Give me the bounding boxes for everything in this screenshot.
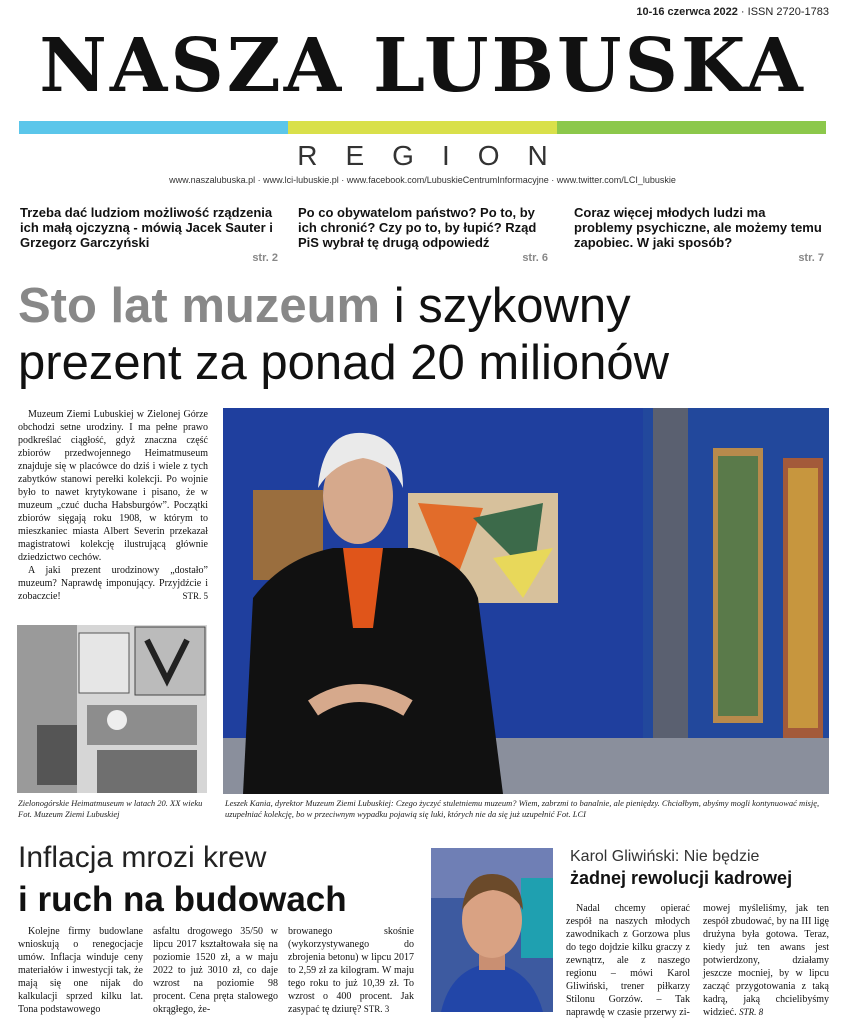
website-links[interactable]: www.naszalubuska.pl · www.lci-lubuskie.pl · www.facebook.com/LubuskieCentrumInformacyjne · www.twitter.com/LCI_lubuskie (169, 175, 676, 185)
museum-director-photo (223, 408, 829, 794)
teaser-2[interactable] (298, 205, 548, 264)
teaser-3[interactable] (574, 205, 824, 264)
headline-highlight: Sto lat muzeum (18, 279, 381, 333)
main-headline (18, 278, 838, 392)
color-bar-blue (19, 121, 288, 134)
teaser-2-page: str. 6 (522, 252, 548, 264)
archive-photo-caption: Zielonogórskie Heimatmuseum w latach 20. XX wieku Fot. Muzeum Ziemi Lubuskiej (18, 798, 203, 819)
inflation-column-1: Kolejne firmy budowlane wnioskują o renegocjacje umów. Inflacja winduje ceny materiałów i inwestycji tak, że mają się one nijak do kalkulacji sprzed kilku lat. Tona podstawowego (18, 926, 143, 1015)
issue-info: 10-16 czerwca 2022 · ISSN 2720-1783 (636, 6, 829, 18)
coach-page-ref: STR. 8 (739, 1007, 764, 1017)
inflation-page-ref: STR. 3 (363, 1004, 390, 1014)
coach-photo (431, 848, 553, 1012)
museum-director-image (223, 408, 829, 794)
teaser-1-text: Trzeba dać ludziom możliwość rządzenia ich małą ojczyzną - mówią Jacek Sauter i Grzegorz Garczyński (20, 205, 273, 250)
lead-page-ref: STR. 5 (182, 591, 208, 601)
masthead-title: NASZA LUBUSKA (39, 23, 806, 109)
inflation-column-3: browanego skośnie (wykorzystywanego do zbrojenia betonu) w lipcu 2017 to 2,59 zł za kilogram. W maju tego roku to już 10,39 zł. To wzrost o 400 procent. Jak zasypać tę dziurę? STR. 3 (288, 926, 414, 1015)
lead-paragraph-2: A jaki prezent urodzinowy „dostało” muzeum? Naprawdę imponujący. Przyjdźcie i zobaczcie! STR. 5 (18, 565, 208, 602)
headline-line2: prezent za ponad 20 milionów (18, 336, 670, 390)
inflation-column-2: asfaltu drogowego 35/50 w lipcu 2017 kształtowała się na poziomie 1520 zł, a w maju 2022 to już 3010 zł, co daje wzrost na poziomie 98 procent. Cena pręta stalowego okrągłego, że- (153, 926, 278, 1015)
color-bar-green (557, 121, 826, 134)
teaser-1[interactable] (20, 205, 278, 264)
coach-headline-line1: Karol Gliwiński: Nie będzie (570, 848, 760, 865)
color-bars (19, 121, 826, 134)
inflation-headline-line2: i ruch na budowach (18, 880, 347, 919)
archive-photo (17, 625, 207, 793)
coach-column-1: Nadal chcemy opierać zespół na naszych młodych zawodnikach z Gorzowa plus do tego dojdzie kilku graczy z zewnątrz, ale z naszego regionu – mówi Karol Gliwiński, trener piłkarzy Stilonu Gorzów. – Tak naprawdę w czasie przerwy zi- (566, 903, 690, 1018)
teaser-3-page: str. 7 (798, 252, 824, 264)
inflation-headline-line1: Inflacja mrozi krew (18, 841, 267, 874)
coach-column-2: mowej myśleliśmy, jak ten zespół zbudować, by na III ligę drużyna była gotowa. Teraz, kiedy już ten awans jest potwierdzony, działamy jeszcze mocniej, by w lipcu zacząć przygotowania z taką kadrą, jaką chcielibyśmy widzieć. STR. 8 (703, 903, 829, 1018)
coach-image (431, 848, 553, 1012)
teaser-3-text: Coraz więcej młodych ludzi ma problemy psychiczne, ale możemy temu zapobiec. W jaki sposób? (574, 205, 822, 250)
coach-headline-line2: żadnej rewolucji kadrowej (570, 868, 793, 888)
lead-text (18, 408, 208, 603)
issn: ISSN 2720-1783 (747, 6, 829, 18)
color-bar-yellow (288, 121, 557, 134)
teaser-2-text: Po co obywatelom państwo? Po to, by ich chronić? Czy po to, by łupić? Rząd PiS wybrał tę drugą odpowiedź (298, 205, 537, 250)
main-photo-caption: Leszek Kania, dyrektor Muzeum Ziemi Lubuskiej: Czego życzyć stuletniemu muzeum? Wiem, zabrzmi to banalnie, ale pieniędzy. Chciałbym, abyśmy mogli kontynuować misję, uzupełniać kolekcję, bo w przeciwnym wypadku pojawią się luki, których nie da się już uzupełnić Fot. LCI (225, 798, 820, 819)
archive-photo-image (17, 625, 207, 793)
teaser-1-page: str. 2 (252, 252, 278, 264)
issue-dates: 10-16 czerwca 2022 (636, 6, 738, 18)
region-subtitle: REGION (297, 140, 576, 171)
lead-paragraph-1: Muzeum Ziemi Lubuskiej w Zielonej Górze obchodzi setne urodziny. I ma pełne prawo podkreślać ciągłość, gdyż znaczna część zbiorów przedwojennego Heimatmuseum znajduje się w placówce do dziś i wiele z tych zabytków stanowi perełki kolekcji. Po wojnie było to nawet krytykowane i pisano, że w muzeum „czuć ducha Habsburgów”. Początki zbiorów sięgają roku 1908, w którym to mieszkaniec miasta Albert Severin przekazał magistratowi kolekcję ilustrującą głównie dziedzictwo cechów. (18, 409, 208, 563)
headline-line1-rest: i szykowny (380, 279, 631, 333)
